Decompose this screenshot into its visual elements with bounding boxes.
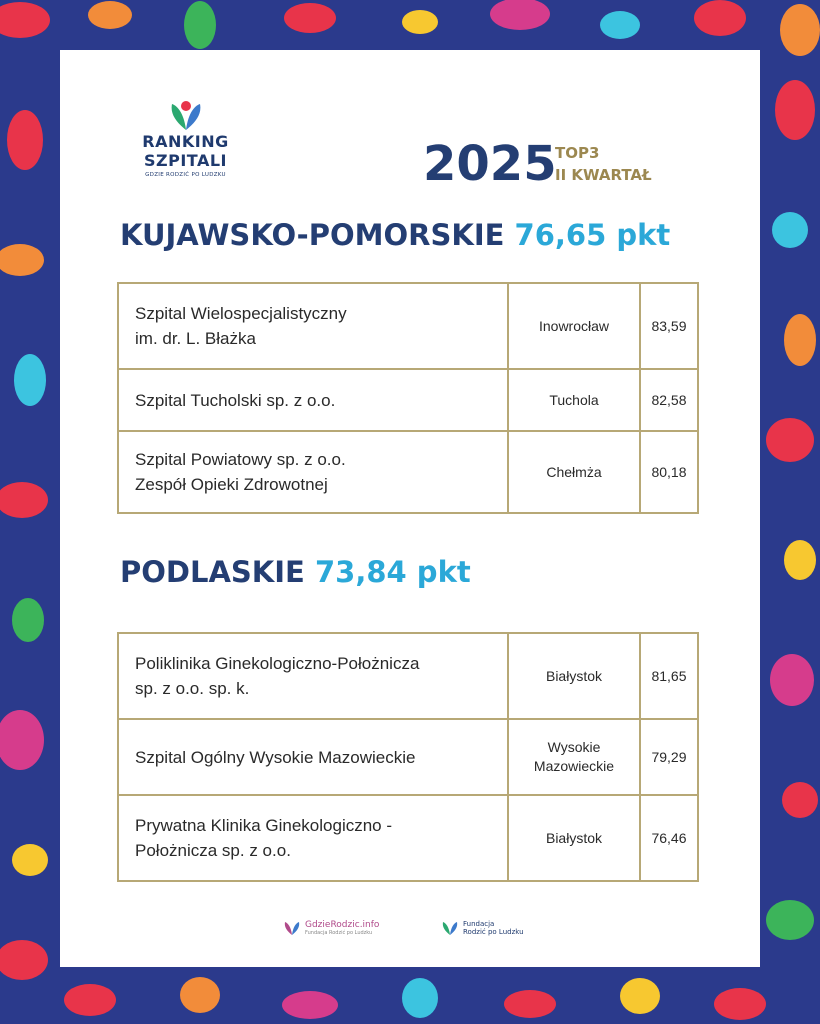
hospital-score: 79,29 [640,719,698,795]
footer-left-title: GdzieRodzic.info [305,920,380,930]
footer-logo-gdzierodzic [282,920,379,936]
hospital-city [508,633,640,719]
hospital-city-line1: Białystok [545,667,603,684]
hospital-table [117,282,699,514]
table-row [118,283,698,369]
hospital-city-line1: Tuchola [549,391,599,408]
region-name: PODLASKIE [120,555,305,589]
ranking-top-label: TOP3 [555,144,600,162]
hospital-city [508,431,640,513]
hospital-score: 83,59 [640,283,698,369]
ranking-logo [138,98,233,178]
hospital-city [508,719,640,795]
table-row [118,795,698,881]
footer-left-subtitle: Fundacja Rodzić po Ludzku [305,930,373,936]
hospital-city [508,369,640,431]
hospital-score: 82,58 [640,369,698,431]
hospital-score: 80,18 [640,431,698,513]
hospital-name-line2: Zespół Opieki Zdrowotnej [135,475,328,494]
hospital-name-line1: Prywatna Klinika Ginekologiczno - [135,816,393,835]
ranking-card [60,50,760,967]
logo-text-line1: RANKING [142,132,229,151]
hospital-city-line2: Mazowieckie [533,758,615,774]
hospital-name-line1: Poliklinika Ginekologiczno-Położnicza [135,654,420,673]
logo-text-line2: SZPITALI [143,151,227,170]
hospital-name [118,369,508,431]
hospital-score: 81,65 [640,633,698,719]
tulip-heart-icon [282,920,302,936]
hospital-name [118,719,508,795]
table-row [118,633,698,719]
ranking-year: 2025 [423,136,557,192]
hospital-city-line1: Wysokie [547,739,601,755]
footer-right-line2: Rodzić po Ludzku [463,928,524,936]
hospital-name-line2: Położnicza sp. z o.o. [135,841,291,860]
tulip-heart-icon [440,920,460,936]
hospital-name-line1: Szpital Powiatowy sp. z o.o. [135,450,346,469]
hospital-name [118,633,508,719]
hospital-name-line1: Szpital Tucholski sp. z o.o. [135,390,336,410]
hospital-name-line2: sp. z o.o. sp. k. [135,679,250,698]
hospital-name [118,283,508,369]
hospital-city [508,795,640,881]
region-name: KUJAWSKO-POMORSKIE [120,218,505,252]
hospital-name [118,795,508,881]
region-heading [120,218,670,252]
logo-tagline: GDZIE RODZIĆ PO LUDZKU [145,172,226,178]
region-heading [120,555,471,589]
hospital-score: 76,46 [640,795,698,881]
hospital-city-line1: Inowrocław [538,317,610,334]
tulip-heart-icon [164,98,208,132]
footer-right-line1: Fundacja [463,920,495,928]
table-row [118,431,698,513]
hospital-city [508,283,640,369]
hospital-name-line2: im. dr. L. Błażka [135,329,256,348]
footer-logo-fundacja [440,920,524,936]
hospital-name-line1: Szpital Ogólny Wysokie Mazowieckie [135,747,416,767]
region-points: 73,84 pkt [314,555,471,589]
hospital-name [118,431,508,513]
hospital-table [117,632,699,882]
table-row [118,719,698,795]
ranking-quarter-label: II KWARTAŁ [555,166,652,184]
hospital-name-line1: Szpital Wielospecjalistyczny [135,304,347,323]
region-points: 76,65 pkt [514,218,671,252]
hospital-city-line1: Chełmża [546,463,602,480]
table-row [118,369,698,431]
hospital-city-line1: Białystok [545,829,603,846]
